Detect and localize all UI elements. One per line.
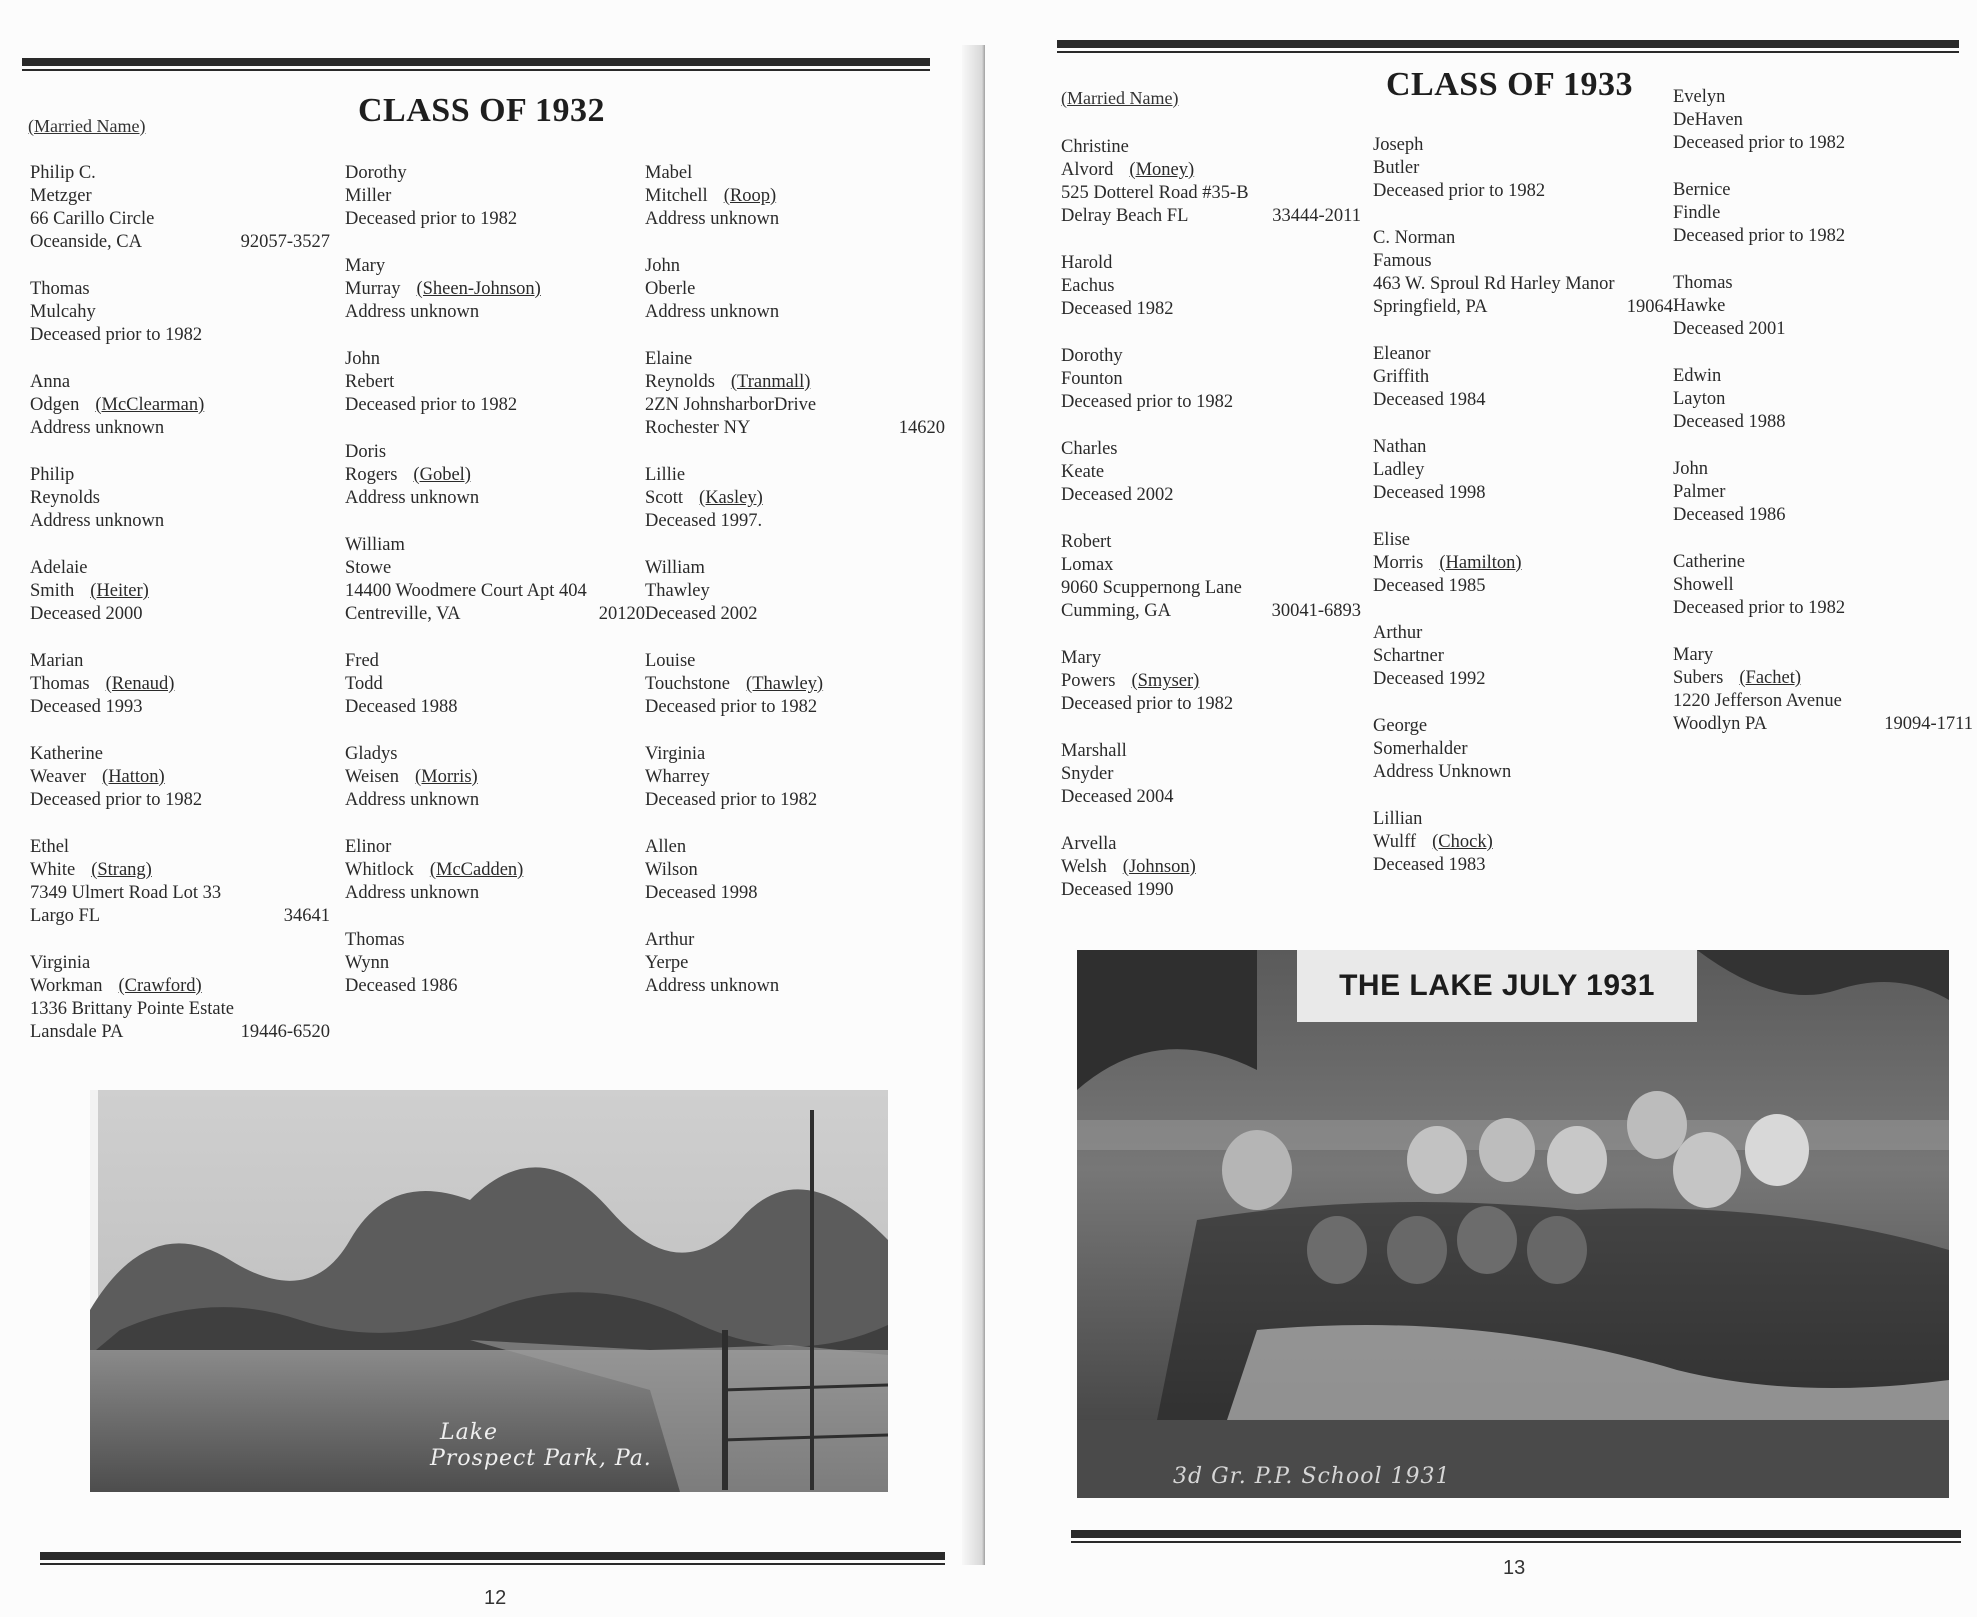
married-name: (Heiter) xyxy=(90,581,149,601)
address-status-line: Address unknown xyxy=(345,302,480,322)
roster-entry xyxy=(1061,252,1361,321)
address-status-line: Deceased 2002 xyxy=(645,604,758,624)
address-status-line: Deceased 1998 xyxy=(1373,483,1486,503)
first-name: Mary xyxy=(1061,648,1102,668)
first-name: Edwin xyxy=(1673,366,1722,386)
class-title: CLASS OF 1932 xyxy=(358,92,606,129)
first-name: Marian xyxy=(30,651,84,671)
address-status-line: Deceased 1984 xyxy=(1373,390,1486,410)
address-status-line: Address unknown xyxy=(30,418,165,438)
address-status-line: Deceased 2004 xyxy=(1061,787,1174,807)
first-name: Christine xyxy=(1061,137,1129,157)
married-name: (Gobel) xyxy=(413,465,471,485)
married-name: (Tranmall) xyxy=(730,372,811,392)
last-name: Thomas xyxy=(30,674,90,694)
address-status-line: Address unknown xyxy=(345,488,480,508)
right-page xyxy=(985,0,1977,1617)
address-status-line: Cumming, GA xyxy=(1061,601,1171,621)
address-status-line: Deceased prior to 1982 xyxy=(1673,226,1846,246)
roster-entry xyxy=(1373,227,1673,319)
address-status-line: 66 Carillo Circle xyxy=(30,209,155,229)
address-status-line: Deceased 1986 xyxy=(1673,505,1786,525)
last-name: Whitlock xyxy=(345,860,414,880)
first-name: Virginia xyxy=(30,953,91,973)
last-name: Keate xyxy=(1061,462,1105,482)
first-name: Elaine xyxy=(645,349,693,369)
roster-entry xyxy=(1673,644,1973,736)
address-status-line: 525 Dotterel Road #35-B xyxy=(1061,183,1249,203)
address-status-line: Deceased prior to 1982 xyxy=(345,209,518,229)
last-name: Rebert xyxy=(345,372,395,392)
last-name: Wynn xyxy=(345,953,390,973)
address-status-line: Deceased 1983 xyxy=(1373,855,1486,875)
roster-entry xyxy=(645,464,945,533)
last-name: Griffith xyxy=(1373,367,1430,387)
address-status-line: Springfield, PA xyxy=(1373,297,1488,317)
address-status-line: Deceased prior to 1982 xyxy=(1061,392,1234,412)
photo-handwritten-caption: Lake Prospect Park, Pa. xyxy=(430,1420,652,1471)
zip-code: 19064 xyxy=(1626,297,1673,317)
married-name: (Strang) xyxy=(91,860,152,880)
last-name: Findle xyxy=(1673,203,1721,223)
married-name: (Fachet) xyxy=(1739,668,1802,688)
first-name: John xyxy=(645,256,680,276)
address-status-line: Lansdale PA xyxy=(30,1022,124,1042)
address-status-line: Deceased prior to 1982 xyxy=(1673,598,1846,618)
first-name: Thomas xyxy=(30,279,90,299)
photo-handwritten-caption: 3d Gr. P.P. School 1931 xyxy=(1173,1464,1451,1489)
first-name: Gladys xyxy=(345,744,398,764)
first-name: C. Norman xyxy=(1373,228,1456,248)
roster-entry xyxy=(1373,622,1673,691)
first-name: Evelyn xyxy=(1673,87,1726,107)
first-name: Catherine xyxy=(1673,552,1745,572)
last-name: Yerpe xyxy=(645,953,689,973)
address-status-line: Deceased 1982 xyxy=(1061,299,1174,319)
address-status-line: 463 W. Sproul Rd Harley Manor xyxy=(1373,274,1615,294)
roster-entry xyxy=(645,348,945,440)
address-status-line: Address unknown xyxy=(645,976,780,996)
first-name: Robert xyxy=(1061,532,1112,552)
roster-entry xyxy=(1673,86,1973,155)
address-status-line: 7349 Ulmert Road Lot 33 xyxy=(30,883,222,903)
address-status-line: Deceased 2002 xyxy=(1061,485,1174,505)
last-name: Wulff xyxy=(1373,832,1417,852)
last-name: Snyder xyxy=(1061,764,1114,784)
last-name: Butler xyxy=(1373,158,1420,178)
roster-entry xyxy=(645,929,945,998)
roster-entry xyxy=(345,836,645,905)
last-name: Famous xyxy=(1373,251,1432,271)
roster-entry xyxy=(30,557,330,626)
last-name: Odgen xyxy=(30,395,80,415)
zip-code: 33444-2011 xyxy=(1272,206,1361,226)
first-name: William xyxy=(645,558,705,578)
last-name: Stowe xyxy=(345,558,392,578)
address-status-line: 2ZN JohnsharborDrive xyxy=(645,395,817,415)
married-name: (Sheen-Johnson) xyxy=(416,279,541,299)
roster-entry xyxy=(345,929,645,998)
roster-entry xyxy=(1373,436,1673,505)
first-name: Virginia xyxy=(645,744,706,764)
first-name: Nathan xyxy=(1373,437,1427,457)
first-name: Bernice xyxy=(1673,180,1731,200)
roster-entry xyxy=(1061,740,1361,809)
roster-entry xyxy=(1061,345,1361,414)
first-name: Fred xyxy=(345,651,379,671)
first-name: Philip xyxy=(30,465,75,485)
address-status-line: Address Unknown xyxy=(1373,762,1512,782)
first-name: Philip C. xyxy=(30,163,96,183)
first-name: Anna xyxy=(30,372,71,392)
last-name: Mitchell xyxy=(645,186,708,206)
first-name: Katherine xyxy=(30,744,103,764)
last-name: Oberle xyxy=(645,279,696,299)
address-status-line: Deceased 1997. xyxy=(645,511,763,531)
address-status-line: Deceased prior to 1982 xyxy=(345,395,518,415)
bottom-rule xyxy=(40,1552,945,1565)
address-status-line: Deceased prior to 1982 xyxy=(1373,181,1546,201)
photo-title-band: THE LAKE JULY 1931 xyxy=(1297,950,1697,1022)
married-name: (McCadden) xyxy=(429,860,524,880)
first-name: Thomas xyxy=(345,930,405,950)
address-status-line: Address unknown xyxy=(345,790,480,810)
roster-entry xyxy=(30,836,330,928)
married-name: (Renaud) xyxy=(105,674,175,694)
zip-code: 19094-1711 xyxy=(1884,714,1973,734)
first-name: Charles xyxy=(1061,439,1118,459)
address-status-line: Centreville, VA xyxy=(345,604,461,624)
bottom-rule xyxy=(1071,1530,1961,1543)
last-name: Touchstone xyxy=(645,674,731,694)
first-name: Lillian xyxy=(1373,809,1423,829)
married-name: (Chock) xyxy=(1432,832,1493,852)
first-name: Arvella xyxy=(1061,834,1117,854)
top-rule xyxy=(22,58,930,71)
last-name: Subers xyxy=(1673,668,1724,688)
address-status-line: Deceased prior to 1982 xyxy=(645,697,818,717)
first-name: Arthur xyxy=(1373,623,1423,643)
roster-entry xyxy=(345,162,645,231)
address-status-line: 9060 Scuppernong Lane xyxy=(1061,578,1242,598)
zip-code: 20120 xyxy=(598,604,645,624)
first-name: Eleanor xyxy=(1373,344,1431,364)
last-name: Hawke xyxy=(1673,296,1726,316)
last-name: Scott xyxy=(645,488,684,508)
married-name: (Hatton) xyxy=(102,767,165,787)
address-status-line: Deceased 1985 xyxy=(1373,576,1486,596)
last-name: Schartner xyxy=(1373,646,1444,666)
zip-code: 92057-3527 xyxy=(240,232,330,252)
roster-entry xyxy=(1673,365,1973,434)
left-page xyxy=(0,0,985,1617)
roster-entry xyxy=(645,255,945,324)
lake-prospect-park-photo xyxy=(90,1090,888,1492)
roster-entry xyxy=(1061,833,1361,902)
roster-entry xyxy=(1373,808,1673,877)
roster-entry xyxy=(1373,134,1673,203)
roster-entry xyxy=(30,743,330,812)
married-name: (Kasley) xyxy=(699,488,763,508)
roster-entry xyxy=(1373,529,1673,598)
first-name: Marshall xyxy=(1061,741,1127,761)
last-name: Mulcahy xyxy=(30,302,96,322)
last-name: Wilson xyxy=(645,860,698,880)
last-name: Welsh xyxy=(1061,857,1107,877)
roster-entry xyxy=(30,278,330,347)
married-name-header: (Married Name) xyxy=(28,116,146,136)
married-name: (Johnson) xyxy=(1122,857,1196,877)
zip-code: 14620 xyxy=(898,418,945,438)
roster-entry xyxy=(30,952,330,1044)
last-name: Showell xyxy=(1673,575,1734,595)
address-status-line: 14400 Woodmere Court Apt 404 xyxy=(345,581,587,601)
address-status-line: Oceanside, CA xyxy=(30,232,142,252)
first-name: Dorothy xyxy=(345,163,407,183)
first-name: Ethel xyxy=(30,837,70,857)
address-status-line: Deceased prior to 1982 xyxy=(30,325,203,345)
last-name: Founton xyxy=(1061,369,1123,389)
married-name: (Money) xyxy=(1129,160,1195,180)
lake-july-1931-photo xyxy=(1077,950,1949,1498)
last-name: Reynolds xyxy=(30,488,100,508)
roster-entry xyxy=(345,255,645,324)
last-name: Ladley xyxy=(1373,460,1425,480)
roster-entry xyxy=(645,557,945,626)
last-name: Wharrey xyxy=(645,767,710,787)
address-status-line: Deceased 1998 xyxy=(645,883,758,903)
address-status-line: Deceased 2000 xyxy=(30,604,143,624)
first-name: Allen xyxy=(645,837,687,857)
roster-entry xyxy=(645,743,945,812)
first-name: Joseph xyxy=(1373,135,1424,155)
page-number: 12 xyxy=(484,1587,507,1609)
zip-code: 34641 xyxy=(283,906,330,926)
roster-entry xyxy=(345,441,645,510)
roster-entry xyxy=(1373,343,1673,412)
last-name: Metzger xyxy=(30,186,92,206)
last-name: Todd xyxy=(345,674,383,694)
roster-entry xyxy=(345,534,645,626)
page-number: 13 xyxy=(1503,1557,1526,1579)
address-status-line: 1336 Brittany Pointe Estate xyxy=(30,999,234,1019)
roster-entry xyxy=(345,348,645,417)
address-status-line: Deceased 1992 xyxy=(1373,669,1486,689)
married-name: (Roop) xyxy=(723,186,777,206)
address-status-line: Deceased prior to 1982 xyxy=(30,790,203,810)
last-name: Layton xyxy=(1673,389,1726,409)
first-name: Thomas xyxy=(1673,273,1733,293)
last-name: Reynolds xyxy=(645,372,715,392)
last-name: Thawley xyxy=(645,581,710,601)
address-status-line: 1220 Jefferson Avenue xyxy=(1673,691,1842,711)
address-status-line: Address unknown xyxy=(645,209,780,229)
last-name: Palmer xyxy=(1673,482,1726,502)
last-name: Lomax xyxy=(1061,555,1114,575)
roster-entry xyxy=(345,743,645,812)
married-name: (McClearman) xyxy=(95,395,205,415)
roster-entry xyxy=(1061,136,1361,228)
roster-entry xyxy=(30,371,330,440)
address-status-line: Address unknown xyxy=(345,883,480,903)
first-name: George xyxy=(1373,716,1428,736)
last-name: Morris xyxy=(1373,553,1424,573)
roster-entry xyxy=(1061,647,1361,716)
roster-entry xyxy=(30,650,330,719)
address-status-line: Deceased 1993 xyxy=(30,697,143,717)
roster-entry xyxy=(645,162,945,231)
address-status-line: Woodlyn PA xyxy=(1673,714,1767,734)
address-status-line: Deceased prior to 1982 xyxy=(1673,133,1846,153)
roster-entry xyxy=(30,464,330,533)
last-name: Weisen xyxy=(345,767,399,787)
roster-entry xyxy=(1673,179,1973,248)
roster-entry xyxy=(1673,272,1973,341)
address-status-line: Delray Beach FL xyxy=(1061,206,1189,226)
first-name: William xyxy=(345,535,405,555)
married-name: (Crawford) xyxy=(118,976,202,996)
roster-entry xyxy=(30,162,330,254)
last-name: Rogers xyxy=(345,465,398,485)
first-name: Harold xyxy=(1061,253,1113,273)
address-status-line: Deceased 2001 xyxy=(1673,319,1786,339)
address-status-line: Deceased prior to 1982 xyxy=(1061,694,1234,714)
last-name: White xyxy=(30,860,76,880)
first-name: Mabel xyxy=(645,163,693,183)
first-name: Doris xyxy=(345,442,387,462)
roster-entry xyxy=(1373,715,1673,784)
roster-entry xyxy=(1061,531,1361,623)
address-status-line: Deceased prior to 1982 xyxy=(645,790,818,810)
zip-code: 19446-6520 xyxy=(240,1022,330,1042)
last-name: DeHaven xyxy=(1673,110,1743,130)
married-name-header: (Married Name) xyxy=(1061,88,1179,108)
address-status-line: Deceased 1986 xyxy=(345,976,458,996)
roster-entry xyxy=(1673,551,1973,620)
married-name: (Smyser) xyxy=(1131,671,1200,691)
first-name: Lillie xyxy=(645,465,686,485)
roster-entry xyxy=(645,650,945,719)
first-name: Elinor xyxy=(345,837,392,857)
first-name: Mary xyxy=(345,256,386,276)
roster-entry xyxy=(345,650,645,719)
address-status-line: Deceased 1988 xyxy=(1673,412,1786,432)
first-name: Dorothy xyxy=(1061,346,1123,366)
married-name: (Thawley) xyxy=(746,674,824,694)
address-status-line: Address unknown xyxy=(645,302,780,322)
first-name: John xyxy=(1673,459,1708,479)
class-title: CLASS OF 1933 xyxy=(1386,66,1634,103)
address-status-line: Deceased 1988 xyxy=(345,697,458,717)
last-name: Somerhalder xyxy=(1373,739,1468,759)
first-name: Adelaie xyxy=(30,558,88,578)
roster-entry xyxy=(1061,438,1361,507)
last-name: Weaver xyxy=(30,767,87,787)
last-name: Eachus xyxy=(1061,276,1115,296)
zip-code: 30041-6893 xyxy=(1271,601,1361,621)
address-status-line: Largo FL xyxy=(30,906,101,926)
address-status-line: Deceased 1990 xyxy=(1061,880,1174,900)
top-rule xyxy=(1057,40,1959,53)
last-name: Smith xyxy=(30,581,75,601)
last-name: Powers xyxy=(1061,671,1116,691)
roster-entry xyxy=(645,836,945,905)
last-name: Miller xyxy=(345,186,392,206)
married-name: (Hamilton) xyxy=(1439,553,1522,573)
first-name: Elise xyxy=(1373,530,1410,550)
address-status-line: Rochester NY xyxy=(645,418,751,438)
last-name: Workman xyxy=(30,976,103,996)
last-name: Murray xyxy=(345,279,401,299)
roster-entry xyxy=(1673,458,1973,527)
last-name: Alvord xyxy=(1061,160,1114,180)
first-name: Arthur xyxy=(645,930,695,950)
married-name: (Morris) xyxy=(415,767,478,787)
first-name: John xyxy=(345,349,380,369)
address-status-line: Address unknown xyxy=(30,511,165,531)
first-name: Louise xyxy=(645,651,696,671)
first-name: Mary xyxy=(1673,645,1714,665)
